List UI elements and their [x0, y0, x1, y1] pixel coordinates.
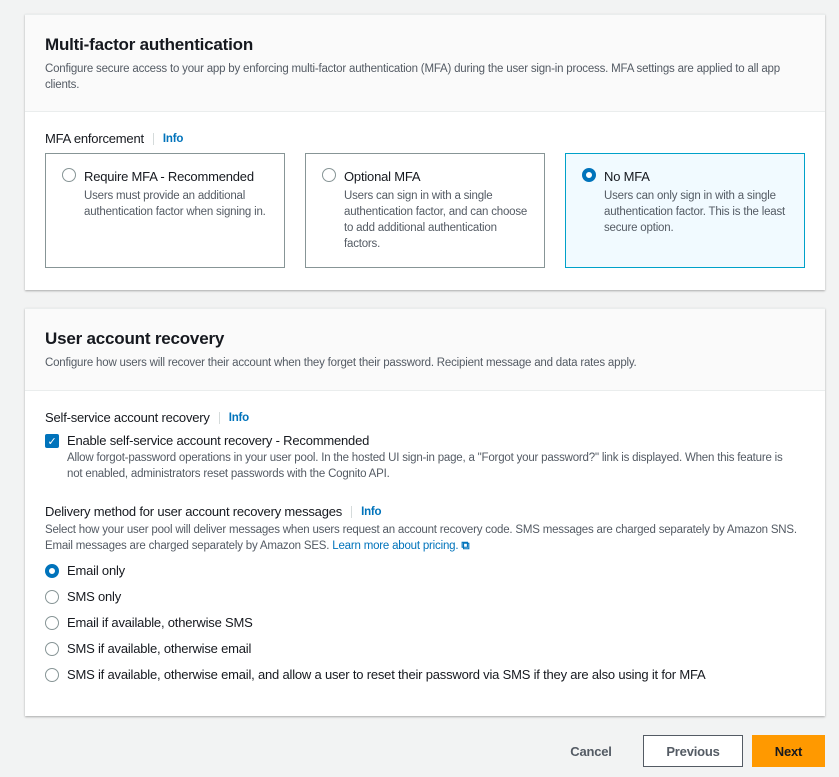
delivery-option-email-only[interactable]: [45, 557, 805, 583]
mfa-header: [25, 15, 825, 112]
mfa-option-require[interactable]: [45, 153, 285, 268]
mfa-option-optional[interactable]: [305, 153, 545, 268]
option-desc: Users can sign in with a single authentication factor, and can choose to add additional authentication factors.: [344, 190, 528, 250]
delivery-label: Delivery method for user account recovery messages: [45, 504, 343, 519]
recovery-description: Configure how users will recover their account when they forget their password. Recipient message and data rates apply.: [45, 357, 637, 369]
option-label: SMS if available, otherwise email: [67, 640, 252, 656]
delivery-info-link[interactable]: Info: [351, 506, 381, 518]
radio-icon[interactable]: [45, 642, 59, 656]
self-service-info-link[interactable]: Info: [219, 412, 249, 424]
previous-button[interactable]: Previous: [643, 735, 743, 767]
option-label: Email if available, otherwise SMS: [67, 614, 253, 630]
next-button[interactable]: Next: [752, 735, 825, 767]
mfa-option-none[interactable]: [565, 153, 805, 268]
external-link-icon[interactable]: ⧉: [461, 540, 470, 552]
cancel-button[interactable]: Cancel: [570, 743, 612, 759]
option-title: Require MFA - Recommended: [84, 169, 254, 184]
recovery-card: [25, 308, 825, 716]
option-desc: Users can only sign in with a single authentication factor. This is the least secure option.: [604, 190, 786, 234]
delivery-option-email-else-sms[interactable]: [45, 609, 805, 635]
delivery-option-sms-only[interactable]: [45, 583, 805, 609]
radio-icon[interactable]: [45, 616, 59, 630]
radio-require-mfa[interactable]: [62, 168, 76, 182]
mfa-info-link[interactable]: Info: [153, 133, 183, 145]
mfa-description: Configure secure access to your app by enforcing multi-factor authentication (MFA) during the user sign-in process. MFA settings are applied to all app clients.: [45, 63, 780, 91]
mfa-enforcement-label: MFA enforcement: [45, 131, 144, 146]
delivery-option-sms-else-email[interactable]: [45, 635, 805, 661]
option-label: SMS only: [67, 588, 122, 604]
delivery-option-sms-mfa[interactable]: [45, 661, 805, 687]
recovery-header: [25, 309, 825, 391]
mfa-title: Multi-factor authentication: [45, 35, 254, 54]
delivery-description: Select how your user pool will deliver messages when users request an account recovery code. SMS messages are charged separately by Amazon SNS. Email messages are charged separately by Amazon SES.: [45, 524, 797, 552]
checkbox-label: Enable self-service account recovery - Recommended: [67, 433, 370, 448]
recovery-title: User account recovery: [45, 329, 225, 348]
pricing-link[interactable]: Learn more about pricing.: [332, 540, 459, 552]
option-desc: Users must provide an additional authentication factor when signing in.: [84, 190, 266, 218]
checkbox-description: Allow forgot-password operations in your user pool. In the hosted UI sign-in page, a "Forgot your password?" link is displayed. When this feature is not enabled, administrators reset passwords with the Cognito API.: [67, 452, 783, 480]
radio-optional-mfa[interactable]: [322, 168, 336, 182]
option-label: SMS if available, otherwise email, and allow a user to reset their password via SMS if they are also using it for MFA: [67, 666, 706, 682]
radio-icon[interactable]: [45, 590, 59, 604]
self-service-checkbox[interactable]: ✓: [45, 434, 59, 448]
radio-icon[interactable]: [45, 668, 59, 682]
self-service-label: Self-service account recovery: [45, 410, 210, 425]
radio-no-mfa[interactable]: [582, 168, 596, 182]
mfa-card: [25, 14, 825, 290]
option-title: Optional MFA: [344, 169, 421, 184]
radio-icon[interactable]: [45, 564, 59, 578]
option-label: Email only: [67, 562, 125, 578]
option-title: No MFA: [604, 169, 650, 184]
